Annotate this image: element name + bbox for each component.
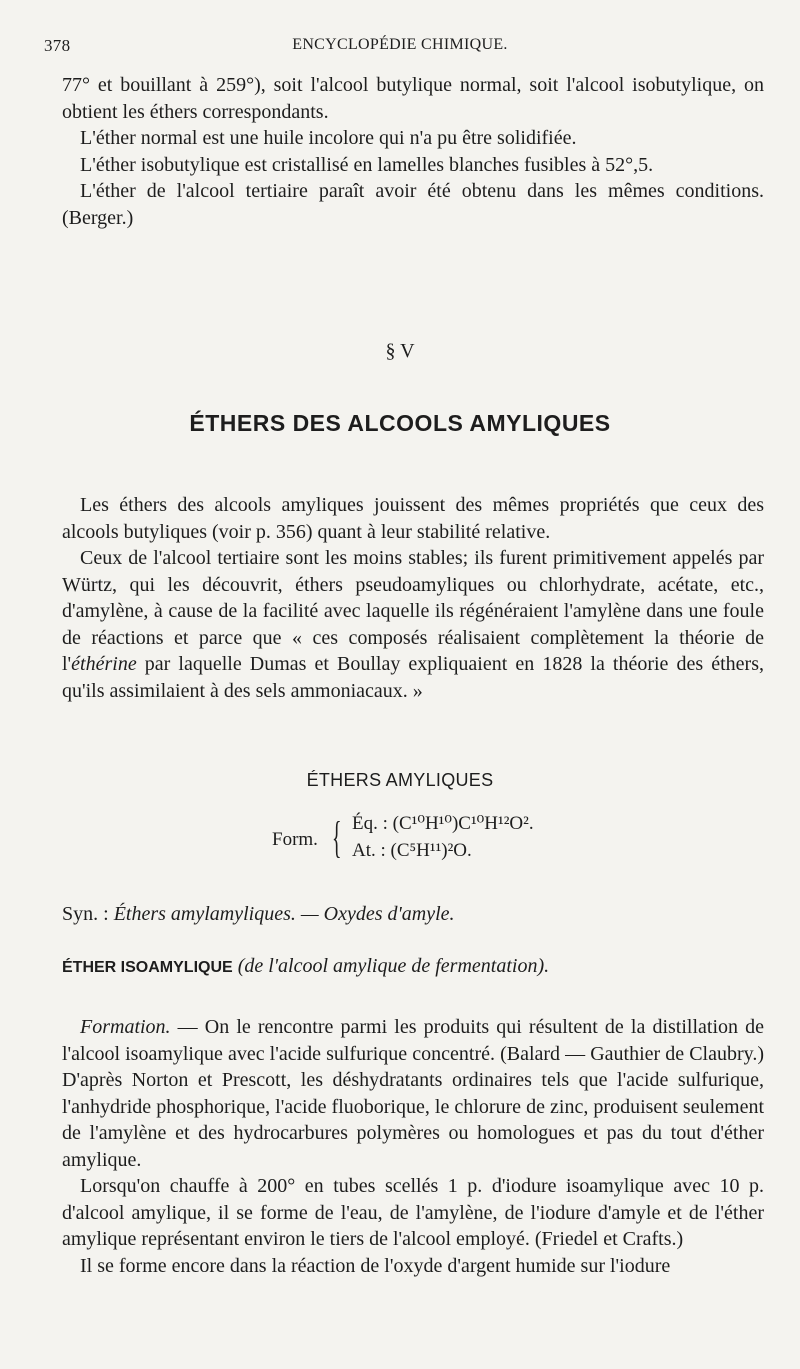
ether-heading bbox=[62, 955, 549, 978]
text-span: — On le rencontre parmi les produits qui résultent de la distillation de l'alcool isoamylique avec l'acide sulfurique concentré. (Balard — Gauthier de Claubry.) D'après Norton et Prescott, les déshydratants ordinaires tels que l'acide sulfurique, l'anhydride phosphorique, l'acide fluoborique, le chlorure de zinc, produisent seulement de l'amylène et des hydrocarbures polymères ou homologues et pas du tout d'éther amylique. bbox=[62, 1016, 764, 1171]
paragraph bbox=[62, 545, 764, 704]
section-text bbox=[62, 492, 764, 704]
paragraph: L'éther normal est une huile incolore qui n'a pu être solidifiée. bbox=[80, 127, 577, 149]
section-title: ÉTHERS DES ALCOOLS AMYLIQUES bbox=[189, 410, 611, 436]
formula-label: Form. bbox=[272, 829, 318, 850]
page-header bbox=[44, 36, 756, 60]
synonyms-line bbox=[62, 903, 455, 926]
running-title: ENCYCLOPÉDIE CHIMIQUE. bbox=[292, 36, 508, 53]
synonyms-value: Éthers amylamyliques. — Oxydes d'amyle. bbox=[113, 903, 455, 925]
ether-text bbox=[62, 1014, 764, 1279]
italic-term: éthérine bbox=[71, 653, 137, 675]
paragraph: L'éther isobutylique est cristallisé en lamelles blanches fusibles à 52°,5. bbox=[80, 153, 654, 176]
intro-text bbox=[62, 72, 764, 231]
paragraph: Lorsqu'on chauffe à 200° en tubes scellés 1 p. d'iodure isoamylique avec 10 p. d'alcool amylique, il se forme de l'eau, de l'amylène, de l'iodure d'amyle et de l'éther amylique représentant environ le tiers de l'alcool employé. (Friedel et Crafts.) bbox=[62, 1175, 764, 1250]
paragraph: L'éther de l'alcool tertiaire paraît avoir été obtenu dans les mêmes conditions. (Berger.) bbox=[62, 180, 764, 229]
paragraph: Il se forme encore dans la réaction de l'oxyde d'argent humide sur l'iodure bbox=[80, 1254, 671, 1277]
formation-label: Formation. bbox=[80, 1016, 171, 1038]
ether-name: ÉTHER ISOAMYLIQUE bbox=[62, 959, 233, 976]
text-span: Ceux de l'alcool tertiaire sont les moins stables; ils furent primitivement appelés par Würtz, qui les découvrit, éthers pseudoamyliques ou chlorhydrate, acétate, etc., d'amylène, à cause de la facilité avec laquelle ils régénéraient l'amylène dans une foule de réactions et parce que « ces composés réalisaient complètement la théorie de l' bbox=[62, 547, 764, 675]
synonyms-label: Syn. : bbox=[62, 903, 114, 925]
subsection-title: ÉTHERS AMYLIQUES bbox=[306, 770, 494, 790]
page-number: 378 bbox=[44, 36, 71, 55]
ether-qualifier: (de l'alcool amylique de fermentation). bbox=[237, 955, 550, 977]
formula-equivalent: Éq. : (C¹⁰H¹⁰)C¹⁰H¹²O². bbox=[352, 813, 534, 834]
text-span: par laquelle Dumas et Boullay expliquaient en 1828 la théorie des éthers, qu'ils assimilaient à des sels ammoniacaux. » bbox=[62, 653, 764, 702]
section-number: § V bbox=[385, 340, 415, 362]
brace-symbol: { bbox=[332, 813, 342, 862]
paragraph: Les éthers des alcools amyliques jouissent des mêmes propriétés que ceux des alcools butyliques (voir p. 356) quant à leur stabilité relative. bbox=[62, 494, 764, 543]
paragraph bbox=[62, 1014, 764, 1173]
paragraph: 77° et bouillant à 259°), soit l'alcool butylique normal, soit l'alcool isobutylique, on obtient les éthers correspondants. bbox=[62, 74, 764, 123]
formula-atomic: At. : (C⁵H¹¹)²O. bbox=[352, 840, 472, 861]
